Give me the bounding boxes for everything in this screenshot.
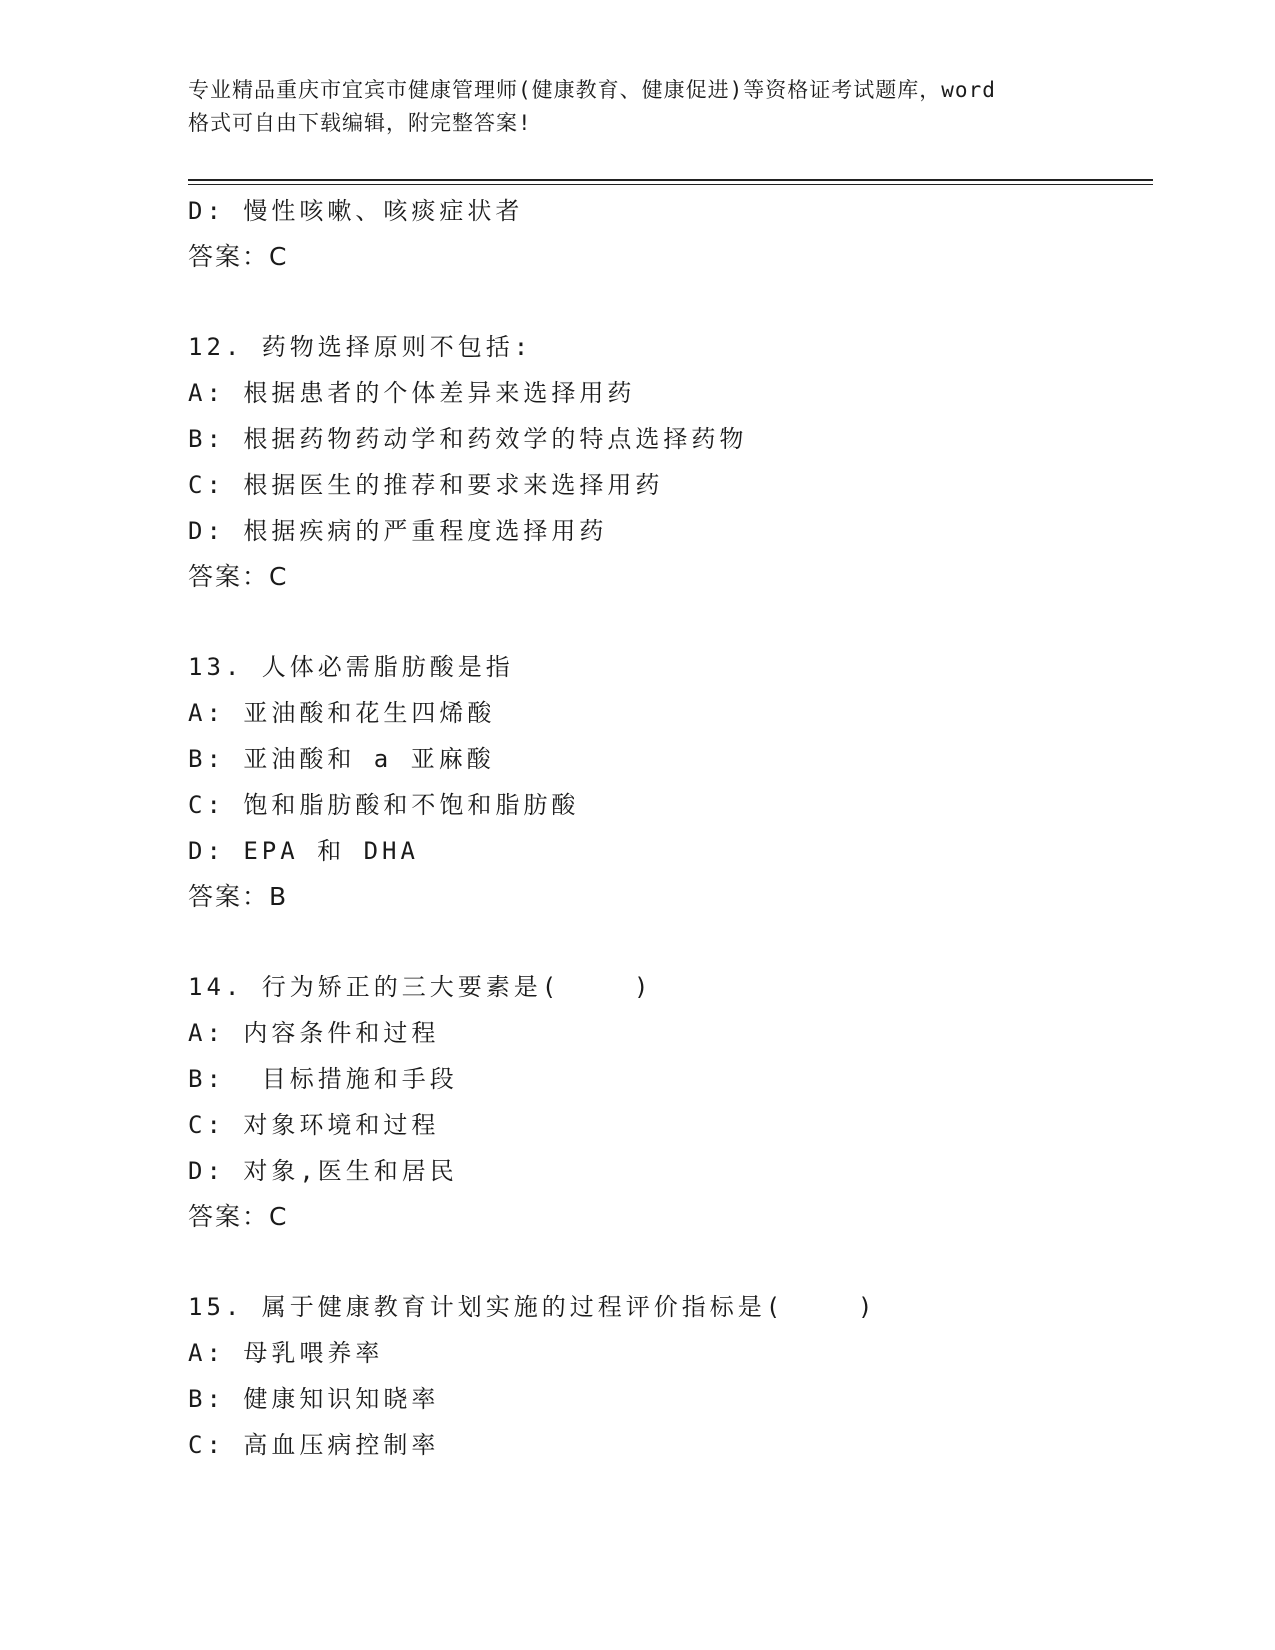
option-a: A: 根据患者的个体差异来选择用药 [188,379,636,407]
option-a: A: 内容条件和过程 [188,1019,440,1047]
option-b: B: 目标措施和手段 [188,1065,458,1093]
header-line-2: 格式可自由下载编辑，附完整答案! [188,111,532,135]
option-c: C: 对象环境和过程 [188,1111,440,1139]
question-list [188,188,1148,1468]
question-14 [188,964,1148,1240]
answer: 答案：C [188,562,289,591]
option-d: D: 根据疾病的严重程度选择用药 [188,517,608,545]
option-b: B: 亚油酸和 a 亚麻酸 [188,745,495,773]
option-d: D: 对象,医生和居民 [188,1157,458,1185]
header-divider-thin [188,184,1153,185]
question-11 [188,188,1148,280]
spacer [188,600,1148,644]
answer: 答案：B [188,882,289,911]
question-15 [188,1284,1148,1468]
question-13 [188,644,1148,920]
option-c: C: 饱和脂肪酸和不饱和脂肪酸 [188,791,580,819]
answer: 答案：C [188,242,289,271]
header-divider-thick [188,179,1153,181]
question-text: 15. 属于健康教育计划实施的过程评价指标是( ) [188,1293,877,1321]
option-a: A: 母乳喂养率 [188,1339,384,1367]
question-text: 14. 行为矫正的三大要素是( ) [188,973,653,1001]
option-d: D: 慢性咳嗽、咳痰症状者 [188,197,524,225]
option-c: C: 高血压病控制率 [188,1431,440,1459]
document-header [188,74,1088,140]
option-c: C: 根据医生的推荐和要求来选择用药 [188,471,664,499]
option-d: D: EPA 和 DHA [188,837,419,865]
option-b: B: 根据药物药动学和药效学的特点选择药物 [188,425,748,453]
option-b: B: 健康知识知晓率 [188,1385,440,1413]
question-text: 13. 人体必需脂肪酸是指 [188,653,514,681]
spacer [188,280,1148,324]
answer: 答案：C [188,1202,289,1231]
spacer [188,920,1148,964]
option-a: A: 亚油酸和花生四烯酸 [188,699,496,727]
spacer [188,1240,1148,1284]
question-text: 12. 药物选择原则不包括: [188,333,533,361]
question-12 [188,324,1148,600]
header-line-1: 专业精品重庆市宜宾市健康管理师(健康教育、健康促进)等资格证考试题库，word [188,78,996,102]
